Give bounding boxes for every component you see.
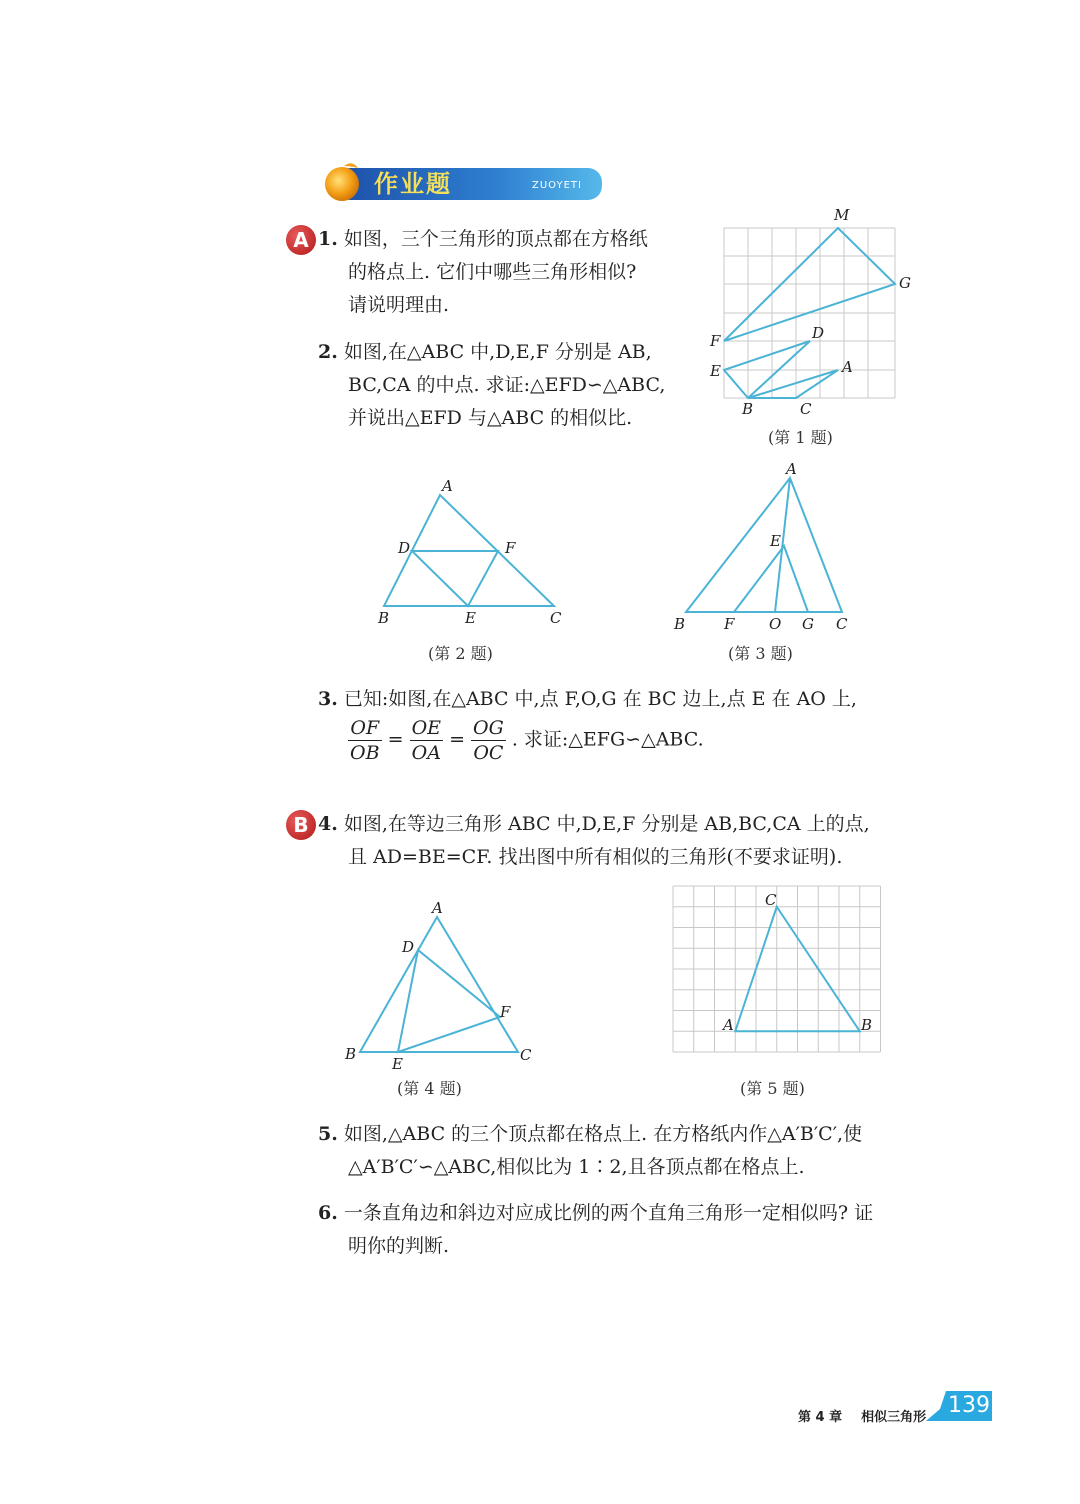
problem-6-number: 6.	[318, 1202, 338, 1224]
figure-2-caption: (第 2 题)	[428, 644, 493, 663]
problem-1-line3: 请说明理由.	[348, 294, 450, 316]
problem-3-line1: 已知:如图,在△ABC 中,点 F,O,G 在 BC 边上,点 E 在 AO 上,	[343, 688, 857, 710]
problem-2-number: 2.	[318, 341, 338, 363]
fig2-label-b: B	[378, 609, 390, 627]
fig2-label-e: E	[465, 609, 476, 627]
fig3-label-f: F	[724, 615, 735, 633]
denominator-oa: OA	[411, 742, 441, 764]
figure-1	[700, 200, 930, 420]
problem-2	[318, 335, 652, 369]
fraction-oe-oa	[410, 716, 443, 765]
footer-chapter: 第 4 章	[798, 1410, 843, 1425]
triangle-def	[398, 950, 500, 1052]
fig1-label-b: B	[742, 400, 754, 418]
problem-1-number: 1.	[318, 228, 338, 250]
problem-4-line2: 且 AD=BE=CF. 找出图中所有相似的三角形(不要求证明).	[348, 846, 843, 868]
figure-1-caption: (第 1 题)	[768, 428, 833, 447]
fig5-label-c: C	[765, 891, 777, 909]
problem-2-line2: BC,CA 的中点. 求证:△EFD∽△ABC,	[348, 374, 666, 396]
section-a-letter: A	[293, 228, 309, 252]
fig3-label-b: B	[674, 615, 686, 633]
problem-5	[318, 1117, 862, 1151]
problem-3-equation	[348, 716, 704, 765]
figure-5	[665, 880, 895, 1060]
fig4-label-d: D	[402, 938, 415, 956]
problem-3-conclusion: . 求证:△EFG∽△ABC.	[511, 728, 704, 751]
problem-1	[318, 222, 648, 256]
fig1-label-g: G	[899, 274, 911, 292]
fig3-label-g: G	[802, 615, 814, 633]
numerator-of: OF	[348, 716, 382, 741]
figure-5-caption: (第 5 题)	[740, 1079, 805, 1098]
figure-4-caption: (第 4 题)	[397, 1079, 462, 1098]
fig2-label-f: F	[505, 539, 516, 557]
figure-3	[668, 458, 858, 633]
figure-3-caption: (第 3 题)	[728, 644, 793, 663]
problem-5-line2: △A′B′C′∽△ABC,相似比为 1∶2,且各顶点都在格点上.	[348, 1156, 805, 1178]
fig2-label-a: A	[442, 477, 453, 495]
fig3-label-c: C	[836, 615, 848, 633]
fraction-of-ob	[348, 716, 382, 765]
problem-4-number: 4.	[318, 813, 338, 835]
problem-5-line1: 如图,△ABC 的三个顶点都在格点上. 在方格纸内作△A′B′C′,使	[343, 1123, 863, 1145]
equals-sign-1: =	[387, 728, 404, 751]
triangle-dfe	[412, 551, 498, 606]
equals-sign-2: =	[449, 728, 465, 751]
fig4-label-a: A	[432, 899, 443, 917]
page-number: 139	[948, 1393, 990, 1418]
denominator-ob: OB	[350, 742, 380, 764]
orb-icon	[325, 167, 359, 201]
section-b-letter: B	[293, 813, 309, 837]
problem-2-line1: 如图,在△ABC 中,D,E,F 分别是 AB,	[343, 341, 652, 363]
fig2-label-c: C	[550, 609, 562, 627]
fig1-label-d: D	[812, 324, 825, 342]
fig1-label-m: M	[834, 206, 850, 224]
fig1-label-c: C	[800, 400, 812, 418]
triangle-efg	[734, 546, 808, 612]
problem-3-number: 3.	[318, 688, 338, 710]
problem-6	[318, 1196, 873, 1230]
fig3-label-e: E	[770, 532, 781, 550]
figure-4	[340, 895, 540, 1075]
section-a-badge	[286, 225, 316, 255]
section-header-banner	[322, 160, 604, 204]
fig5-label-a: A	[723, 1016, 734, 1034]
header-subtitle: ZUOYETI	[532, 180, 582, 191]
problem-6-line2: 明你的判断.	[348, 1235, 450, 1257]
problem-1-line2: 的格点上. 它们中哪些三角形相似?	[348, 261, 637, 283]
triangle-abc-3	[686, 478, 842, 612]
problem-5-number: 5.	[318, 1123, 338, 1145]
triangle-abc-4	[360, 917, 518, 1052]
triangle-bca	[748, 370, 838, 398]
problem-1-line1: 如图，三个三角形的顶点都在方格纸	[343, 228, 648, 250]
problem-6-line1: 一条直角边和斜边对应成比例的两个直角三角形一定相似吗? 证	[343, 1202, 874, 1224]
header-title: 作业题	[374, 170, 452, 198]
figure-2	[372, 475, 572, 630]
fig3-label-o: O	[769, 615, 782, 633]
numerator-oe: OE	[411, 717, 442, 739]
denominator-oc: OC	[473, 742, 504, 764]
fig1-label-a: A	[842, 358, 853, 376]
fig2-label-d: D	[398, 539, 411, 557]
fig4-label-b: B	[345, 1045, 357, 1063]
footer-chapter-title: 相似三角形	[861, 1410, 927, 1425]
fig4-label-c: C	[520, 1046, 532, 1064]
figure-5-grid	[673, 886, 881, 1052]
fig5-label-b: B	[861, 1016, 873, 1034]
fig4-label-e: E	[392, 1055, 403, 1073]
fig3-label-a: A	[786, 460, 797, 478]
section-b-badge	[286, 810, 316, 840]
fig1-label-f: F	[710, 332, 721, 350]
fig4-label-f: F	[500, 1003, 511, 1021]
problem-4-line1: 如图,在等边三角形 ABC 中,D,E,F 分别是 AB,BC,CA 上的点,	[343, 813, 870, 835]
problem-4	[318, 807, 870, 841]
fig1-label-e: E	[710, 362, 721, 380]
page-footer	[798, 1406, 926, 1425]
fraction-og-oc	[471, 716, 506, 765]
problem-2-line3: 并说出△EFD 与△ABC 的相似比.	[348, 407, 633, 429]
problem-3	[318, 682, 857, 716]
numerator-og: OG	[473, 717, 504, 739]
